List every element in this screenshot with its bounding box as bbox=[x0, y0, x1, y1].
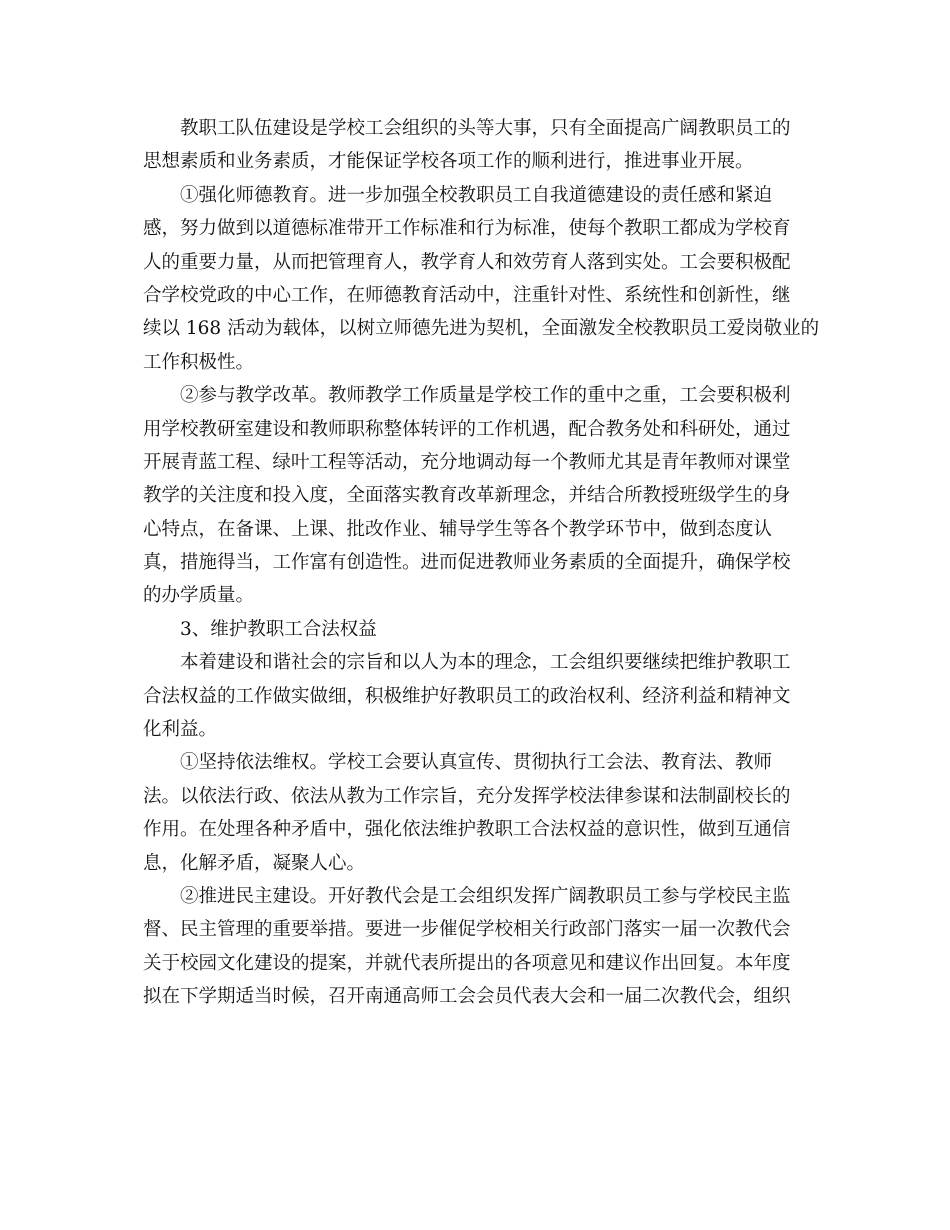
text-line: 合学校党政的中心工作，在师德教育活动中，注重针对性、系统性和创新性，继 bbox=[143, 284, 791, 306]
text-line: 教学的关注度和投入度，全面落实教育改革新理念，并结合所教授班级学生的身 bbox=[143, 485, 791, 507]
text-line: 化利益。 bbox=[143, 719, 218, 741]
text-line: 的办学质量。 bbox=[143, 585, 255, 607]
text-line: 息，化解矛盾，凝聚人心。 bbox=[143, 852, 366, 874]
text-line: 用学校教研室建设和教师职称整体转评的工作机遇，配合教务处和科研处，通过 bbox=[143, 418, 791, 440]
text-line: 心特点，在备课、上课、批改作业、辅导学生等各个教学环节中，做到态度认 bbox=[143, 518, 773, 540]
text-line: 感，努力做到以道德标准带开工作标准和行为标准，使每个教职工都成为学校育 bbox=[143, 218, 791, 240]
text-line: ①坚持依法维权。学校工会要认真宣传、贯彻执行工会法、教育法、教师 bbox=[180, 752, 773, 774]
text-line: 真，措施得当，工作富有创造性。进而促进教师业务素质的全面提升，确保学校 bbox=[143, 552, 791, 574]
section-heading: 3、维护教职工合法权益 bbox=[180, 618, 377, 640]
text-line: 拟在下学期适当时候，召开南通高师工会会员代表大会和一届二次教代会，组织 bbox=[143, 986, 791, 1008]
text-line: 法。以依法行政、依法从教为工作宗旨，充分发挥学校法律参谋和法制副校长的 bbox=[143, 785, 791, 807]
text-line: ②参与教学改革。教师教学工作质量是学校工作的重中之重，工会要积极利 bbox=[180, 385, 791, 407]
text-line: 人的重要力量，从而把管理育人，教学育人和效劳育人落到实处。工会要积极配 bbox=[143, 251, 791, 273]
text-line: 续以 168 活动为载体，以树立师德先进为契机，全面激发全校教职员工爱岗敬业的 bbox=[143, 318, 820, 340]
text-line: ①强化师德教育。进一步加强全校教职员工自我道德建设的责任感和紧迫 bbox=[180, 184, 773, 206]
text-line: 教职工队伍建设是学校工会组织的头等大事，只有全面提高广阔教职员工的 bbox=[180, 118, 791, 139]
text-line: 督、民主管理的重要举措。要进一步催促学校相关行政部门落实一届一次教代会 bbox=[143, 919, 791, 941]
text-line: 本着建设和谐社会的宗旨和以人为本的理念，工会组织要继续把维护教职工 bbox=[180, 652, 791, 674]
text-line: 合法权益的工作做实做细，积极维护好教职员工的政治权利、经济利益和精神文 bbox=[143, 685, 791, 707]
text-line: ②推进民主建设。开好教代会是工会组织发挥广阔教职员工参与学校民主监 bbox=[180, 885, 791, 907]
text-line: 开展青蓝工程、绿叶工程等活动，充分地调动每一个教师尤其是青年教师对课堂 bbox=[143, 451, 791, 473]
text-line: 作用。在处理各种矛盾中，强化依法维护教职工合法权益的意识性，做到互通信 bbox=[143, 819, 791, 841]
text-line: 思想素质和业务素质，才能保证学校各项工作的顺利进行，推进事业开展。 bbox=[143, 151, 754, 173]
document-page bbox=[143, 112, 820, 1014]
text-line: 工作积极性。 bbox=[143, 351, 255, 373]
text-line: 关于校园文化建设的提案，并就代表所提出的各项意见和建议作出回复。本年度 bbox=[143, 952, 791, 974]
